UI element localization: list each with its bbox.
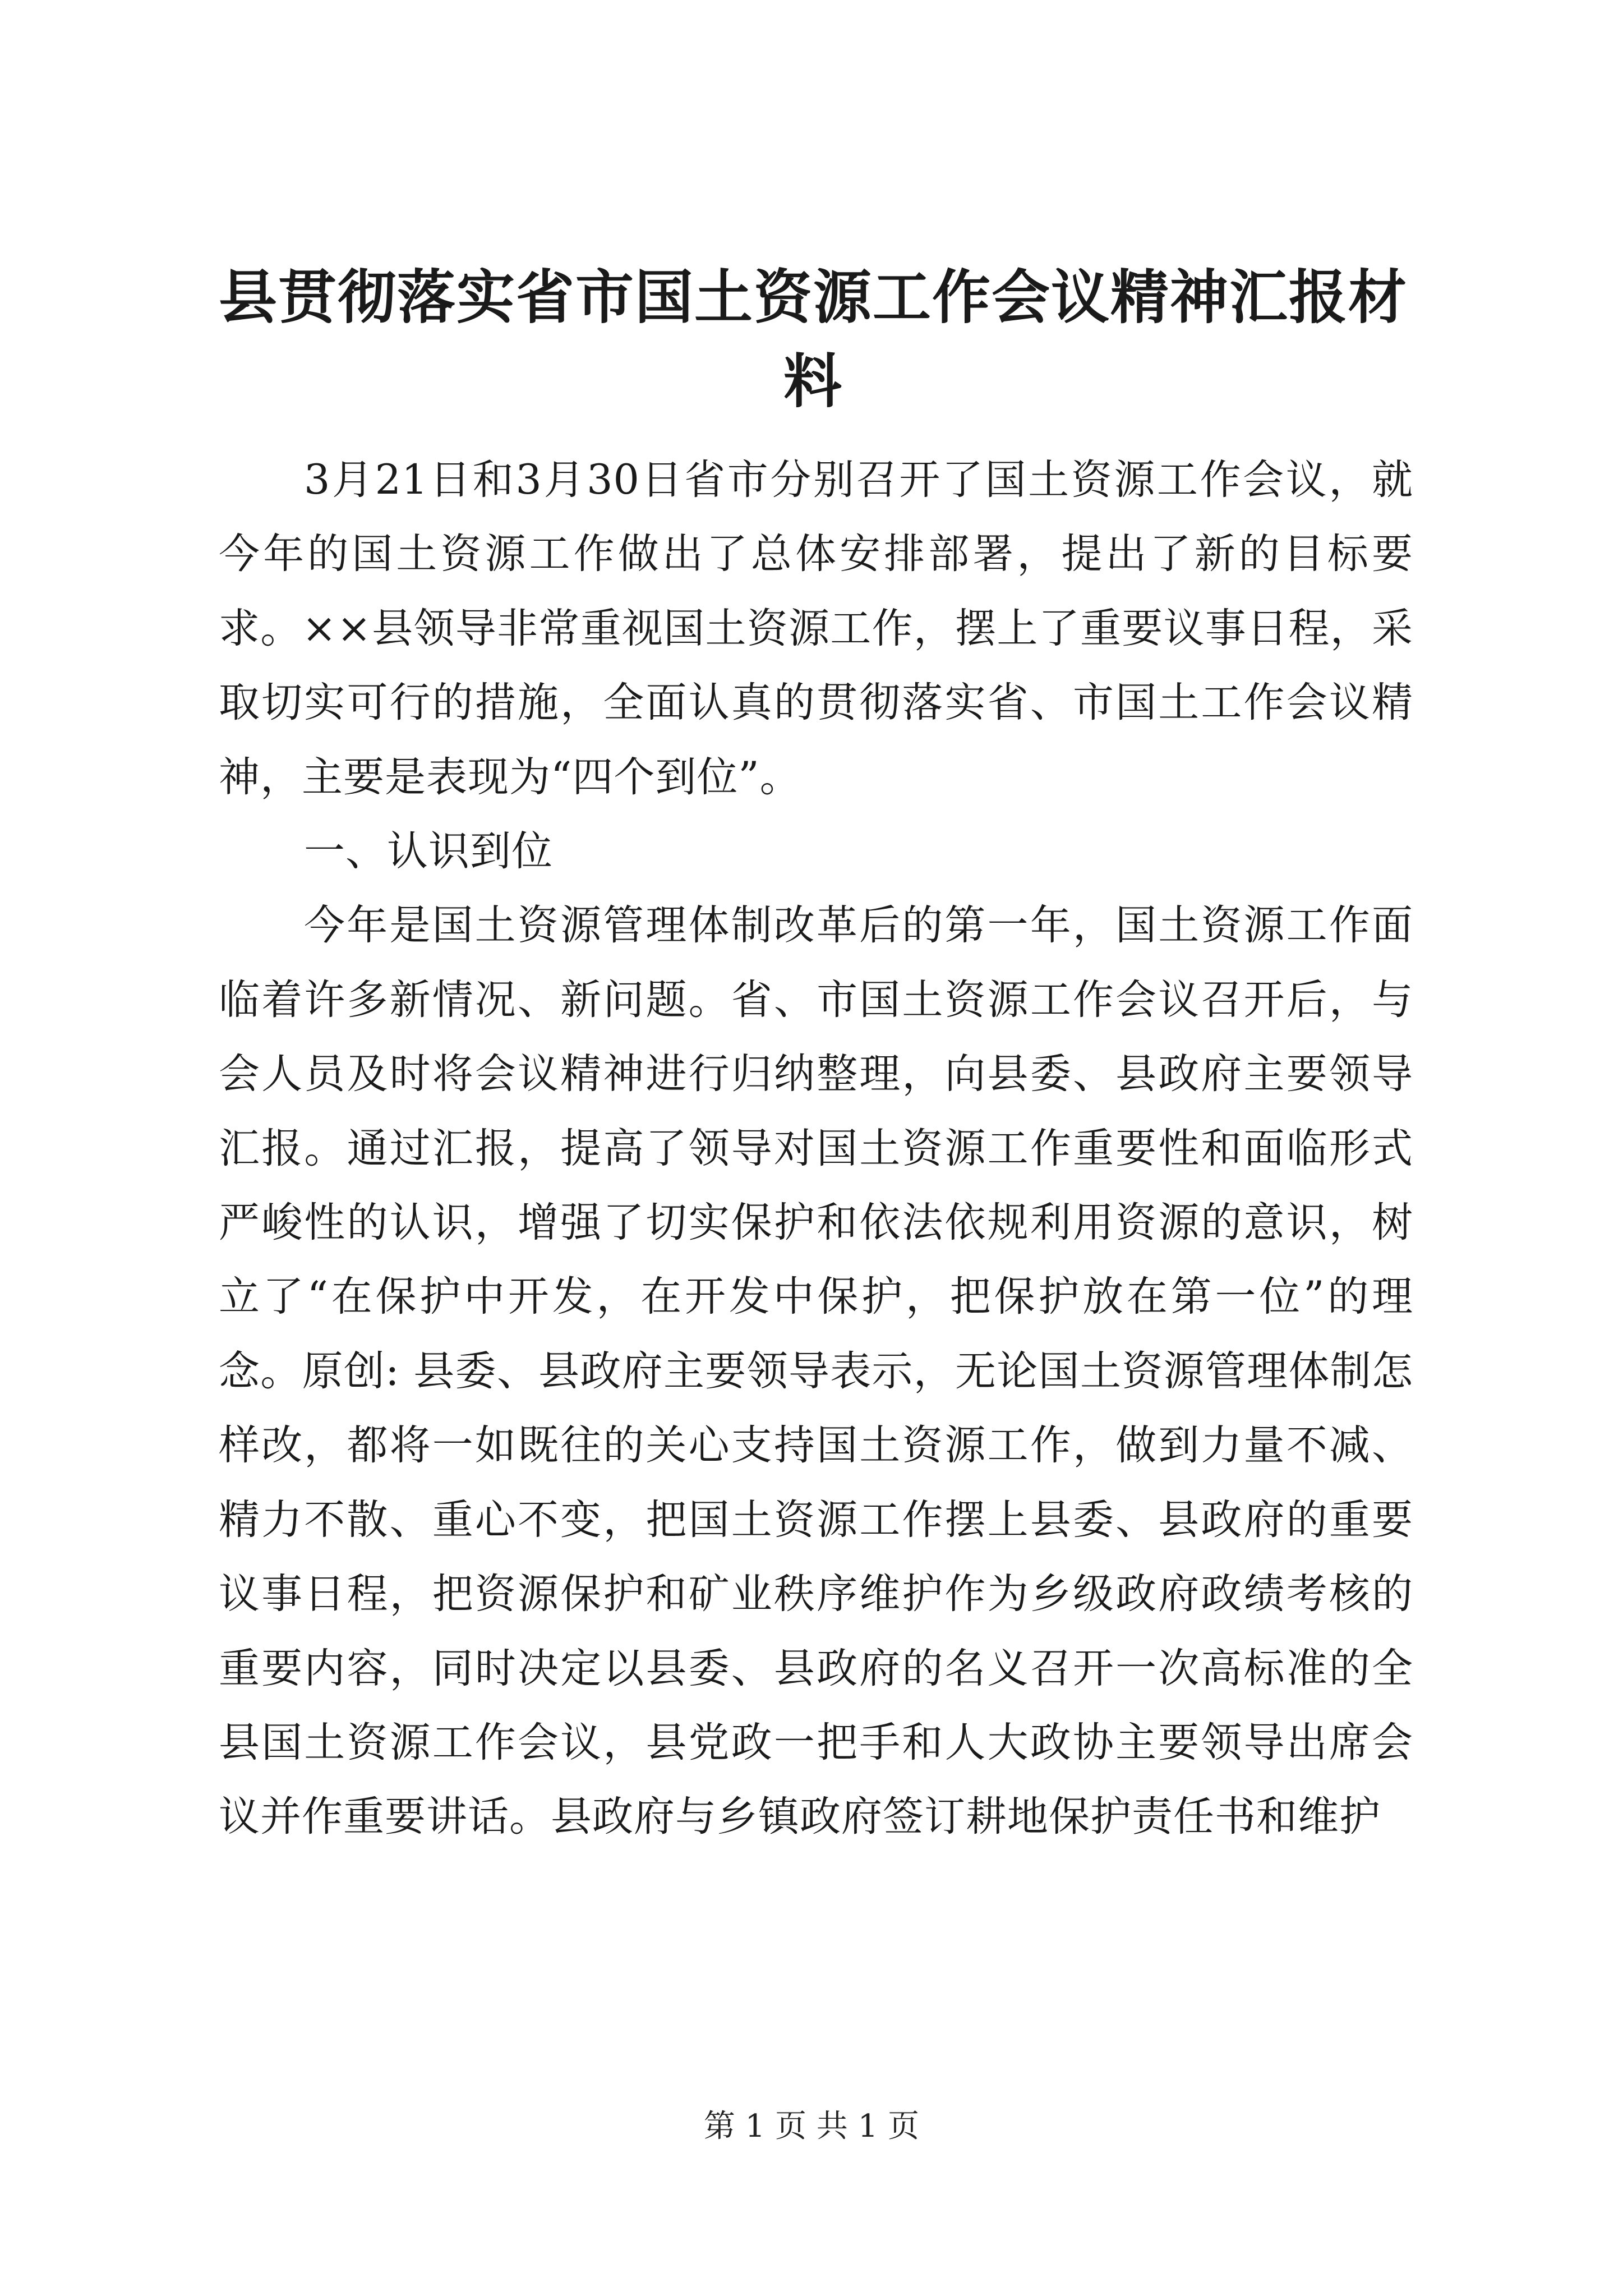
paragraph-section-1: 今年是国土资源管理体制改革后的第一年，国土资源工作面临着许多新情况、新问题。省、市国土资源工作会议召开后，与会人员及时将会议精神进行归纳整理，向县委、县政府主要领导汇报。通过汇报，提高了领导对国土资源工作重要性和面临形式严峻性的认识，增强了切实保护和依法依规利用资源的意识，树立了“在保护中开发，在开发中保护，把保护放在第一位”的理念。原创: 县委、县政府主要领导表示，无论国土资源管理体制怎样改，都将一如既往的关心支持国土资源工作，做到力量不减、精力不散、重心不变，把国土资源工作摆上县委、县政府的重要议事日程，把资源保护和矿业秩序维护作为乡级政府政绩考核的重要内容，同时决定以县委、县政府的名义召开一次高标准的全县国土资源工作会议，县党政一把手和人大政协主要领导出席会议并作重要讲话。县政府与乡镇政府签订耕地保护责任书和维护 <box>219 901 1413 1841</box>
document-body <box>219 443 1413 1855</box>
paragraph-intro: 3月21日和3月30日省市分别召开了国土资源工作会议，就今年的国土资源工作做出了总体安排部署，提出了新的目标要求。××县领导非常重视国土资源工作，摆上了重要议事日程，采取切实可行的措施，全面认真的贯彻落实省、市国土工作会议精神，主要是表现为“四个到位”。 <box>219 456 1413 801</box>
section-heading-1: 一、认识到位 <box>304 827 553 876</box>
page-footer: 第 1 页 共 1 页 <box>703 2108 920 2145</box>
document-title: 县贯彻落实省市国土资源工作会议精神汇报材料 <box>218 263 1408 416</box>
